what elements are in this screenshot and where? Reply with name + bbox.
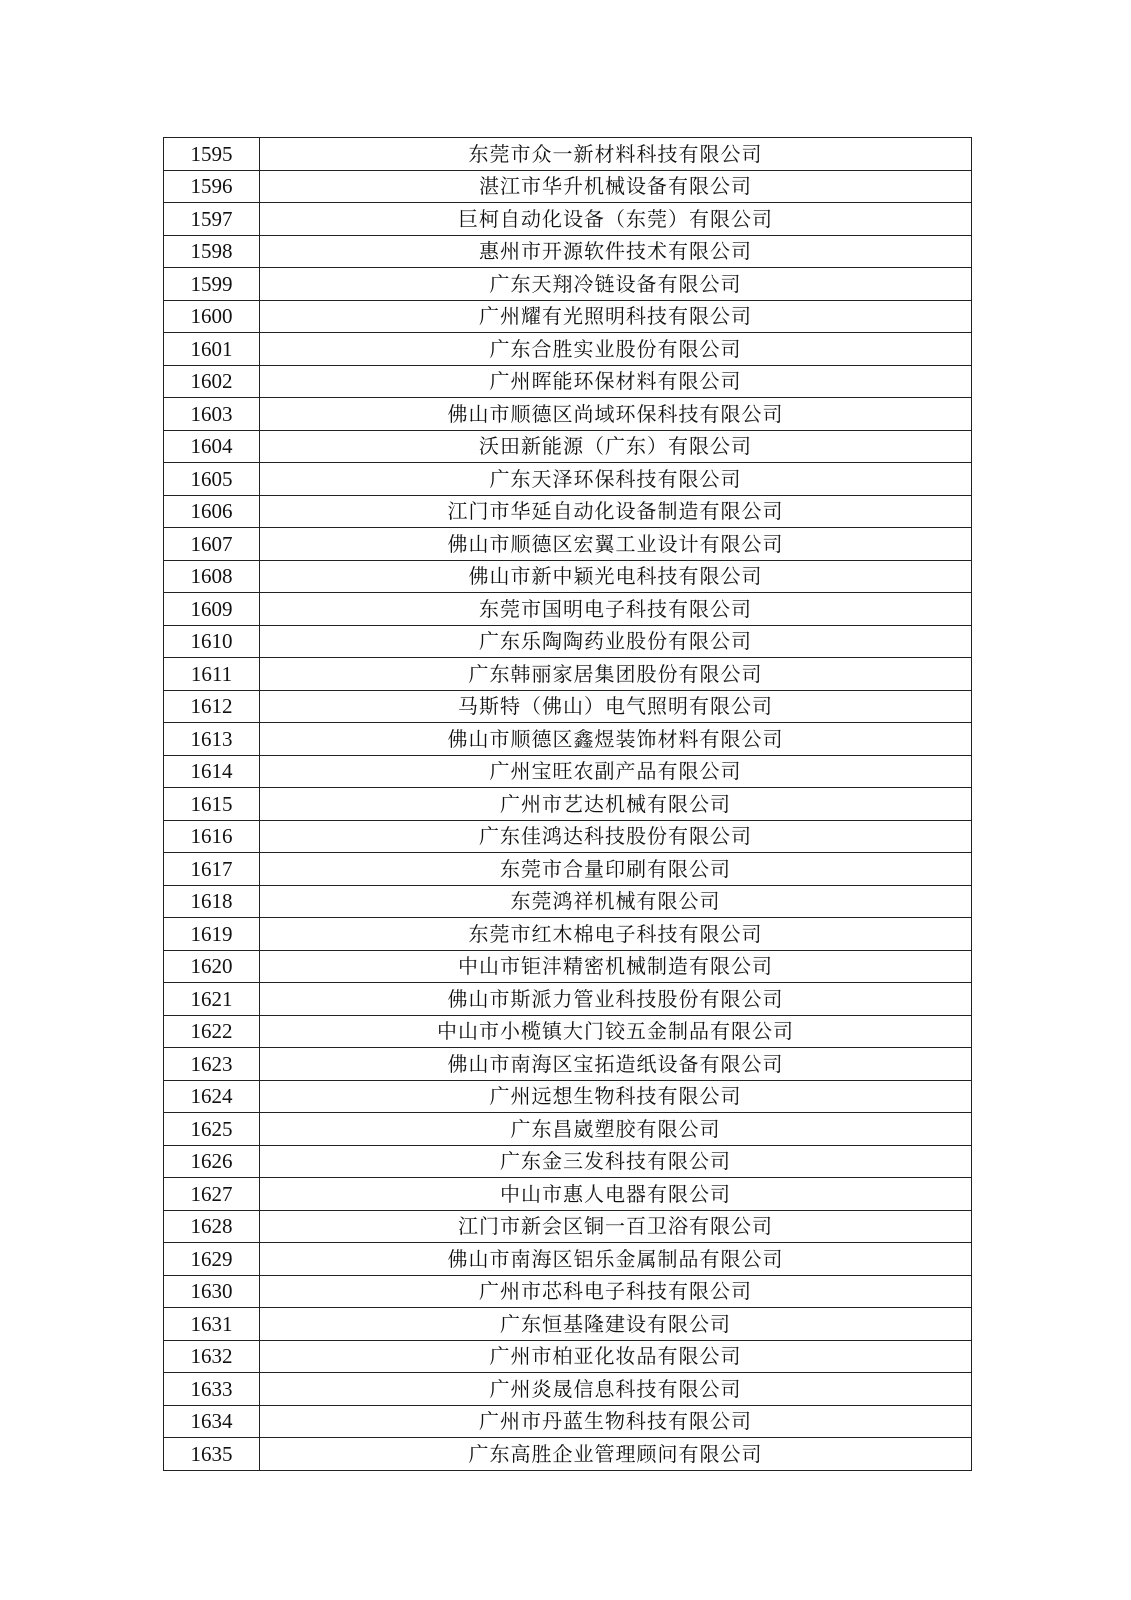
table-row (164, 1080, 972, 1113)
table-row (164, 723, 972, 756)
company-name: 广东韩丽家居集团股份有限公司 (260, 658, 972, 691)
row-number: 1625 (164, 1113, 260, 1146)
row-number: 1598 (164, 235, 260, 268)
row-number: 1616 (164, 820, 260, 853)
row-number: 1599 (164, 268, 260, 301)
company-name: 广州市丹蓝生物科技有限公司 (260, 1405, 972, 1438)
table-row (164, 918, 972, 951)
row-number: 1613 (164, 723, 260, 756)
table-row (164, 1243, 972, 1276)
row-number: 1602 (164, 365, 260, 398)
company-name: 东莞市众一新材料科技有限公司 (260, 138, 972, 171)
table-row (164, 853, 972, 886)
company-name: 佛山市新中颖光电科技有限公司 (260, 560, 972, 593)
company-name: 马斯特（佛山）电气照明有限公司 (260, 690, 972, 723)
table-row (164, 1308, 972, 1341)
company-name: 江门市华延自动化设备制造有限公司 (260, 495, 972, 528)
table-row (164, 1210, 972, 1243)
table-row (164, 170, 972, 203)
table-row (164, 560, 972, 593)
row-number: 1607 (164, 528, 260, 561)
row-number: 1605 (164, 463, 260, 496)
table-row (164, 983, 972, 1016)
row-number: 1604 (164, 430, 260, 463)
table-row (164, 463, 972, 496)
company-name: 东莞市国明电子科技有限公司 (260, 593, 972, 626)
company-name: 广州市柏亚化妆品有限公司 (260, 1340, 972, 1373)
company-name: 东莞鸿祥机械有限公司 (260, 885, 972, 918)
table-row (164, 1015, 972, 1048)
row-number: 1630 (164, 1275, 260, 1308)
row-number: 1620 (164, 950, 260, 983)
table-row (164, 1373, 972, 1406)
row-number: 1603 (164, 398, 260, 431)
row-number: 1601 (164, 333, 260, 366)
row-number: 1624 (164, 1080, 260, 1113)
company-name: 广东昌崴塑胶有限公司 (260, 1113, 972, 1146)
row-number: 1619 (164, 918, 260, 951)
table-row (164, 1113, 972, 1146)
row-number: 1597 (164, 203, 260, 236)
company-name: 广州晖能环保材料有限公司 (260, 365, 972, 398)
row-number: 1633 (164, 1373, 260, 1406)
table-row (164, 820, 972, 853)
table-row (164, 495, 972, 528)
company-name: 广东天泽环保科技有限公司 (260, 463, 972, 496)
company-name: 广东乐陶陶药业股份有限公司 (260, 625, 972, 658)
row-number: 1617 (164, 853, 260, 886)
row-number: 1628 (164, 1210, 260, 1243)
company-name: 佛山市顺德区宏翼工业设计有限公司 (260, 528, 972, 561)
row-number: 1606 (164, 495, 260, 528)
company-name: 中山市小榄镇大门铰五金制品有限公司 (260, 1015, 972, 1048)
table-row (164, 203, 972, 236)
table-row (164, 755, 972, 788)
company-name: 广州远想生物科技有限公司 (260, 1080, 972, 1113)
company-name: 沃田新能源（广东）有限公司 (260, 430, 972, 463)
table-row (164, 138, 972, 171)
company-name: 东莞市红木棉电子科技有限公司 (260, 918, 972, 951)
table-row (164, 1438, 972, 1471)
table-row (164, 625, 972, 658)
table-row (164, 1275, 972, 1308)
company-name: 广州市艺达机械有限公司 (260, 788, 972, 821)
row-number: 1614 (164, 755, 260, 788)
table-row (164, 528, 972, 561)
row-number: 1629 (164, 1243, 260, 1276)
row-number: 1618 (164, 885, 260, 918)
row-number: 1615 (164, 788, 260, 821)
company-name: 广东金三发科技有限公司 (260, 1145, 972, 1178)
company-name: 佛山市南海区宝拓造纸设备有限公司 (260, 1048, 972, 1081)
table-row (164, 430, 972, 463)
company-name: 东莞市合量印刷有限公司 (260, 853, 972, 886)
company-name: 巨柯自动化设备（东莞）有限公司 (260, 203, 972, 236)
row-number: 1621 (164, 983, 260, 1016)
company-name: 江门市新会区铜一百卫浴有限公司 (260, 1210, 972, 1243)
table-row (164, 333, 972, 366)
company-name: 佛山市斯派力管业科技股份有限公司 (260, 983, 972, 1016)
company-name: 广东恒基隆建设有限公司 (260, 1308, 972, 1341)
table-row (164, 658, 972, 691)
table-row (164, 885, 972, 918)
row-number: 1610 (164, 625, 260, 658)
row-number: 1626 (164, 1145, 260, 1178)
row-number: 1612 (164, 690, 260, 723)
table-row (164, 1340, 972, 1373)
company-name: 广东佳鸿达科技股份有限公司 (260, 820, 972, 853)
company-name: 佛山市南海区铝乐金属制品有限公司 (260, 1243, 972, 1276)
company-name: 广东合胜实业股份有限公司 (260, 333, 972, 366)
company-name: 佛山市顺德区尚域环保科技有限公司 (260, 398, 972, 431)
row-number: 1631 (164, 1308, 260, 1341)
company-name: 广州炎晟信息科技有限公司 (260, 1373, 972, 1406)
company-name: 中山市惠人电器有限公司 (260, 1178, 972, 1211)
table-row (164, 690, 972, 723)
row-number: 1595 (164, 138, 260, 171)
table-row (164, 788, 972, 821)
table-row (164, 950, 972, 983)
row-number: 1609 (164, 593, 260, 626)
row-number: 1634 (164, 1405, 260, 1438)
table-row (164, 300, 972, 333)
company-name: 佛山市顺德区鑫煜装饰材料有限公司 (260, 723, 972, 756)
company-name: 广东天翔冷链设备有限公司 (260, 268, 972, 301)
table-row (164, 1178, 972, 1211)
company-name: 广东高胜企业管理顾问有限公司 (260, 1438, 972, 1471)
row-number: 1635 (164, 1438, 260, 1471)
table-row (164, 1405, 972, 1438)
row-number: 1611 (164, 658, 260, 691)
row-number: 1622 (164, 1015, 260, 1048)
company-list-body (164, 138, 972, 1471)
company-name: 广州市芯科电子科技有限公司 (260, 1275, 972, 1308)
row-number: 1608 (164, 560, 260, 593)
row-number: 1596 (164, 170, 260, 203)
table-row (164, 593, 972, 626)
company-name: 广州宝旺农副产品有限公司 (260, 755, 972, 788)
table-row (164, 268, 972, 301)
company-name: 广州耀有光照明科技有限公司 (260, 300, 972, 333)
company-name: 惠州市开源软件技术有限公司 (260, 235, 972, 268)
company-list-table (163, 137, 972, 1471)
table-row (164, 235, 972, 268)
table-row (164, 365, 972, 398)
row-number: 1623 (164, 1048, 260, 1081)
company-name: 湛江市华升机械设备有限公司 (260, 170, 972, 203)
table-row (164, 1145, 972, 1178)
company-name: 中山市钜沣精密机械制造有限公司 (260, 950, 972, 983)
table-row (164, 398, 972, 431)
row-number: 1627 (164, 1178, 260, 1211)
row-number: 1600 (164, 300, 260, 333)
row-number: 1632 (164, 1340, 260, 1373)
table-row (164, 1048, 972, 1081)
